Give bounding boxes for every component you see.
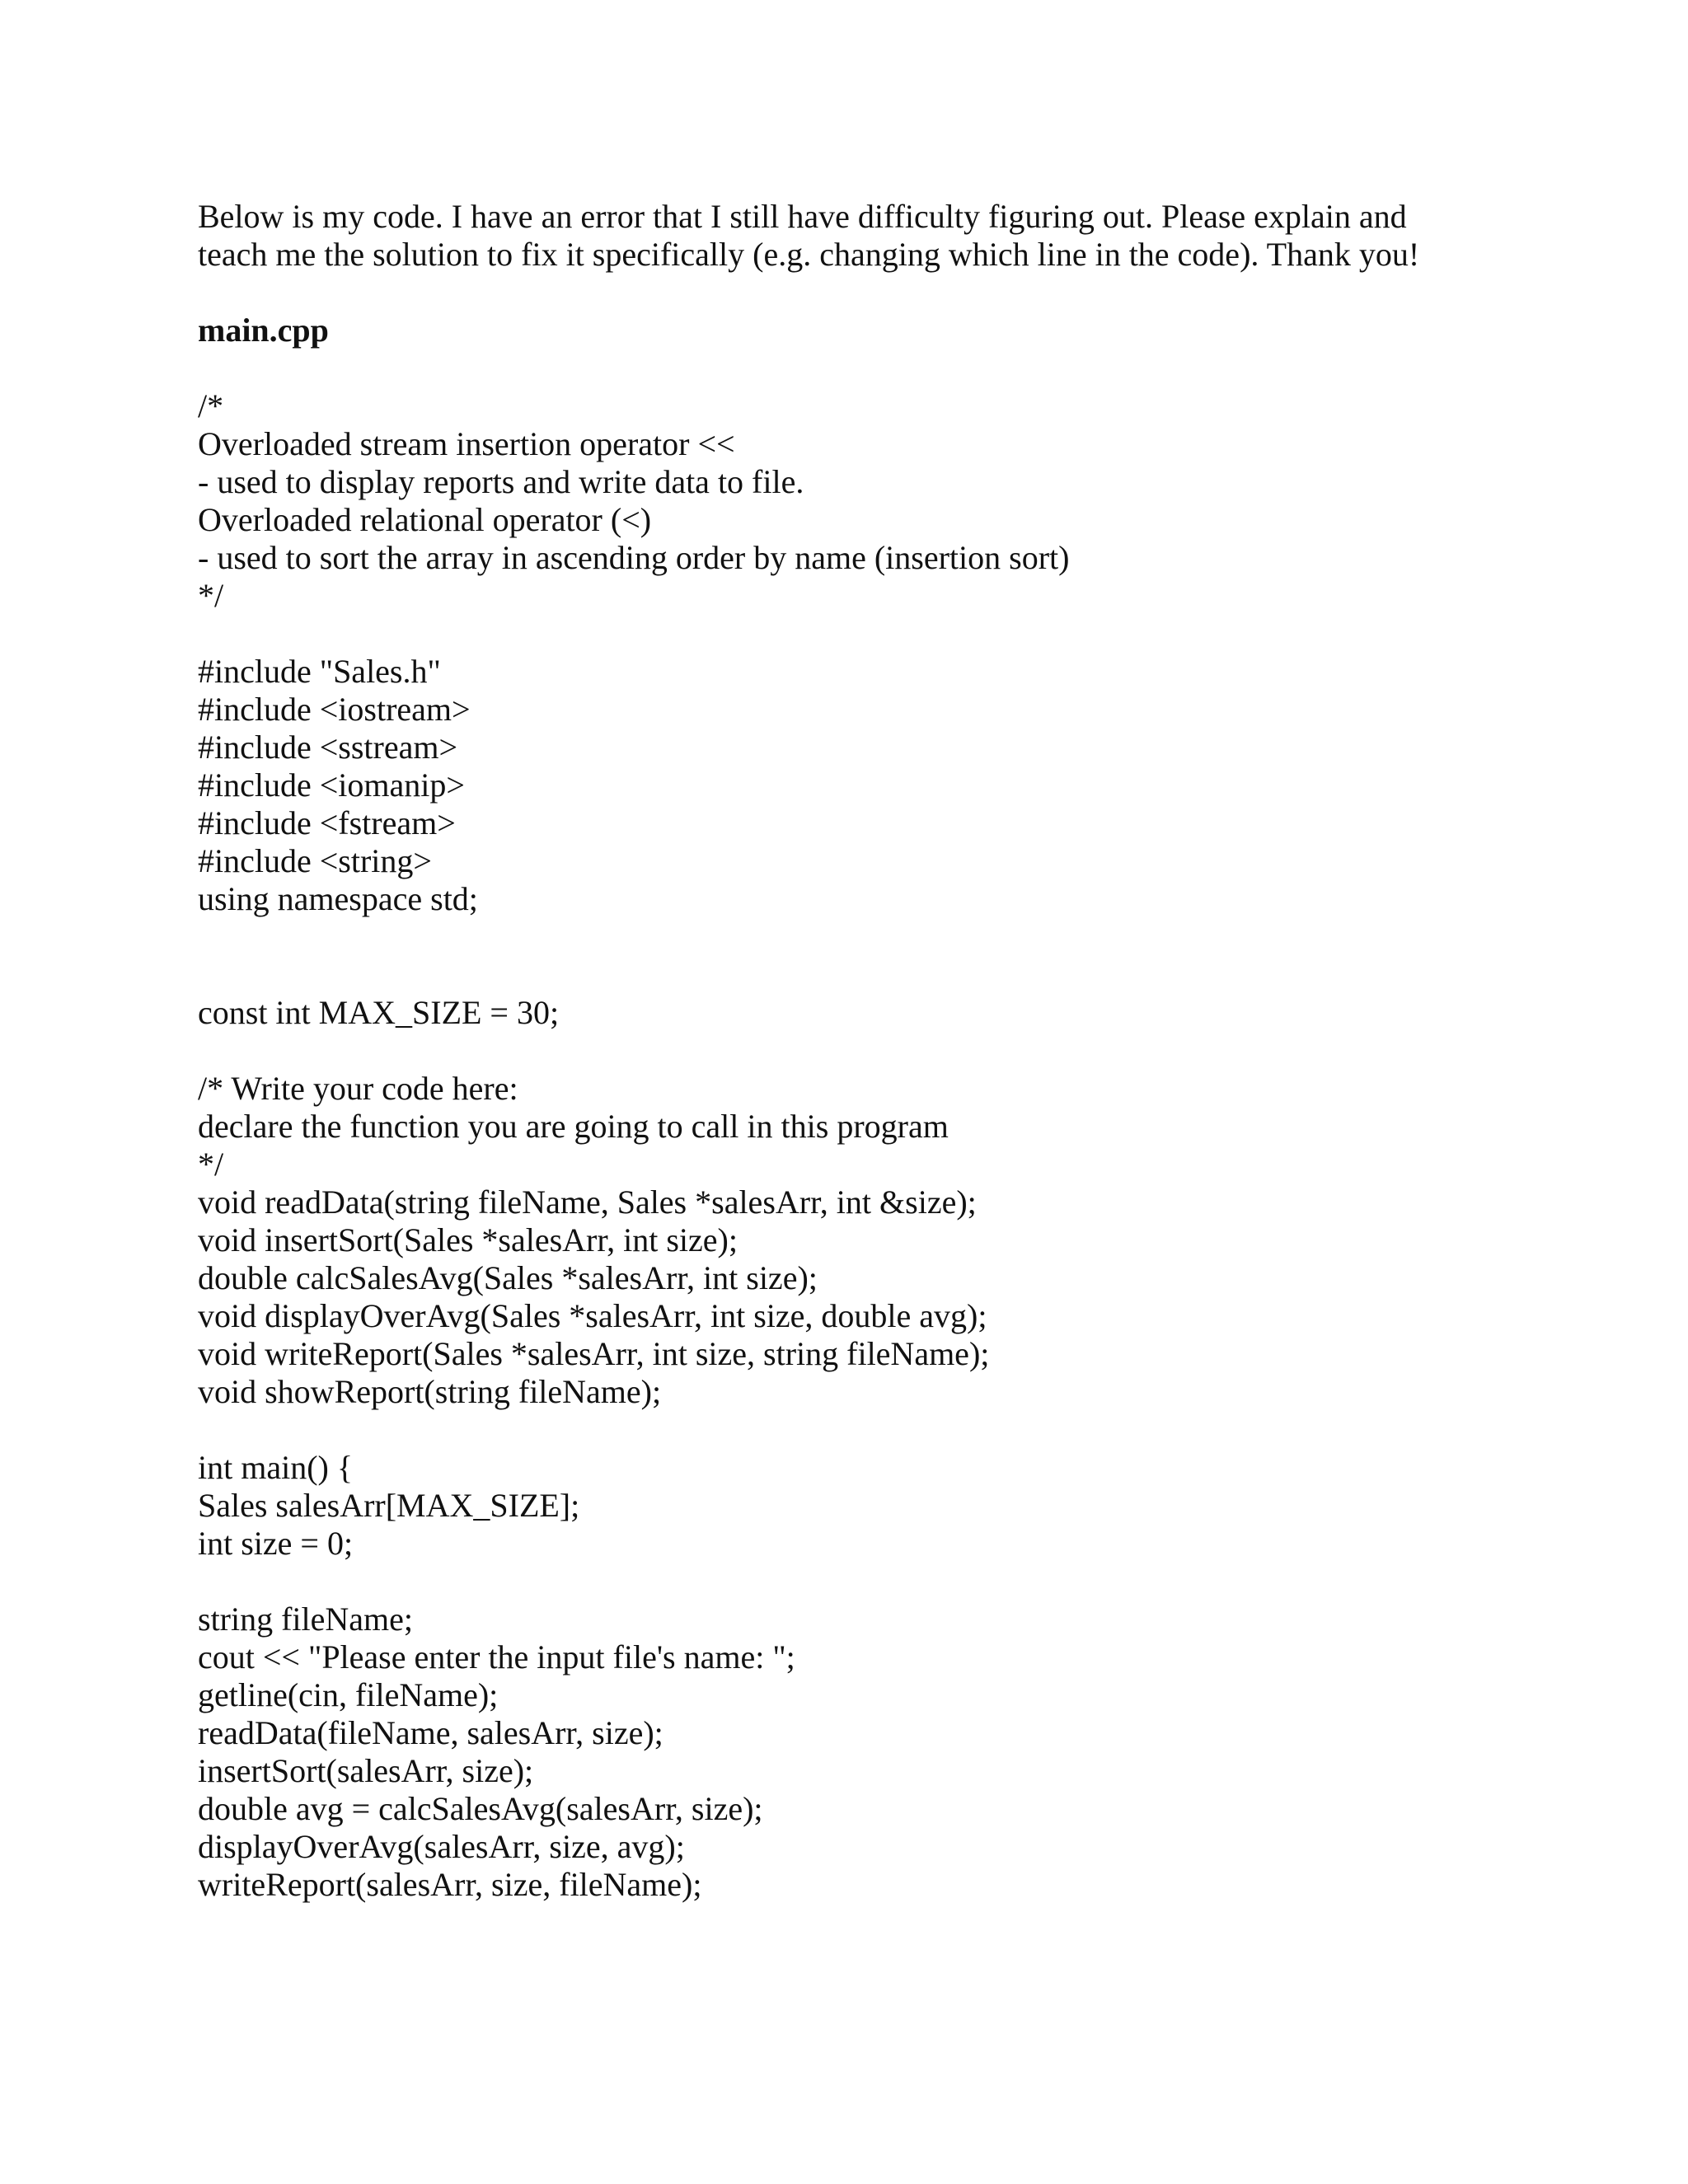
code-line: cout << "Please enter the input file's name: "; xyxy=(198,1638,795,1675)
document-content xyxy=(198,198,1615,1904)
code-line: /* Write your code here: xyxy=(198,1070,518,1107)
code-line: Sales salesArr[MAX_SIZE]; xyxy=(198,1487,580,1524)
code-line: writeReport(salesArr, size, fileName); xyxy=(198,1866,702,1903)
question-line-1: Below is my code. I have an error that I still have difficulty figuring out. Please explain and xyxy=(198,198,1407,235)
code-line xyxy=(198,1032,1615,1070)
code-line xyxy=(198,615,1615,653)
code-line: - used to sort the array in ascending order by name (insertion sort) xyxy=(198,539,1070,576)
code-line: string fileName; xyxy=(198,1601,414,1638)
code-line: void insertSort(Sales *salesArr, int size); xyxy=(198,1221,738,1258)
question-line-2: teach me the solution to fix it specifically (e.g. changing which line in the code). Thank you! xyxy=(198,236,1420,273)
code-line: insertSort(salesArr, size); xyxy=(198,1752,534,1789)
code-line: getline(cin, fileName); xyxy=(198,1676,499,1713)
code-line: - used to display reports and write data to file. xyxy=(198,463,804,500)
code-line: void showReport(string fileName); xyxy=(198,1373,662,1410)
code-line xyxy=(198,918,1615,956)
code-line: */ xyxy=(198,577,224,614)
code-line: /* xyxy=(198,387,224,424)
code-line: Overloaded stream insertion operator << xyxy=(198,425,735,462)
code-line: declare the function you are going to call in this program xyxy=(198,1108,949,1145)
code-line xyxy=(198,1411,1615,1449)
code-line: int main() { xyxy=(198,1449,354,1486)
code-line: double avg = calcSalesAvg(salesArr, size); xyxy=(198,1790,763,1827)
code-line: #include <iostream> xyxy=(198,691,471,728)
code-line: #include <iomanip> xyxy=(198,766,465,804)
code-line: double calcSalesAvg(Sales *salesArr, int size); xyxy=(198,1259,818,1296)
file-title: main.cpp xyxy=(198,312,329,349)
code-line: #include <string> xyxy=(198,842,432,879)
code-line xyxy=(198,1563,1615,1601)
code-line: using namespace std; xyxy=(198,880,478,917)
code-line: readData(fileName, salesArr, size); xyxy=(198,1714,663,1751)
code-line: Overloaded relational operator (<) xyxy=(198,501,652,538)
code-listing xyxy=(198,387,1615,1904)
code-line: void displayOverAvg(Sales *salesArr, int size, double avg); xyxy=(198,1297,987,1334)
code-line: #include <fstream> xyxy=(198,804,456,841)
code-line: #include <sstream> xyxy=(198,729,458,766)
question-text xyxy=(198,198,1615,274)
code-line: int size = 0; xyxy=(198,1525,354,1562)
code-line: const int MAX_SIZE = 30; xyxy=(198,994,560,1031)
code-line xyxy=(198,956,1615,994)
code-line: void writeReport(Sales *salesArr, int size, string fileName); xyxy=(198,1335,990,1372)
code-line: void readData(string fileName, Sales *salesArr, int &size); xyxy=(198,1183,977,1221)
code-line: displayOverAvg(salesArr, size, avg); xyxy=(198,1828,685,1865)
code-line: #include "Sales.h" xyxy=(198,653,441,690)
code-line: */ xyxy=(198,1146,224,1183)
